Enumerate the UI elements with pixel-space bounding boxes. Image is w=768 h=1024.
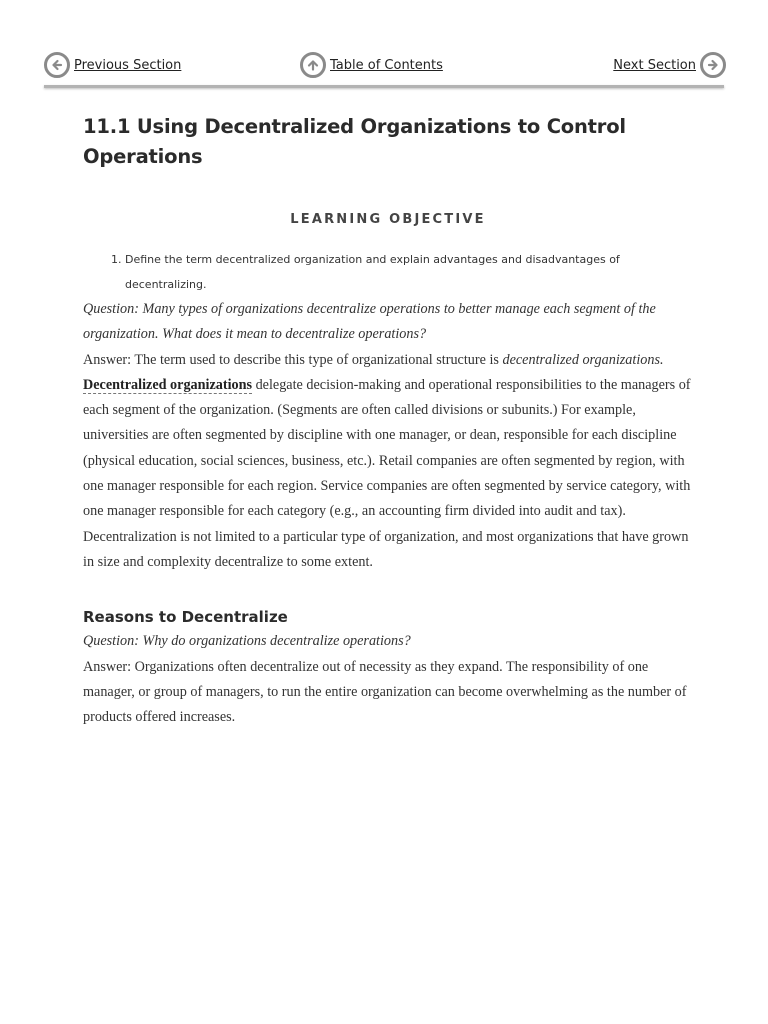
answer-body-text: delegate decision-making and operational responsibilities to the managers of each segment of the organization. (Segments are often called divisions or subunits.) For example, universities are often segmented by discipline with one manager, or dean, responsible for each discipline (physical education, social sciences, business, etc.). Retail companies are often segmented by region, with one manager responsible for each region. Service companies are often segmented by service category, with one manager responsible for each category (e.g., an accounting firm divided into audit and tax). Decentralization is not limited to a particular type of organization, and most organizations that have grown in size and complexity decentralize to some extent. <box>83 376 691 570</box>
objectives-list <box>83 247 693 297</box>
next-section-link[interactable] <box>613 48 726 82</box>
objective-item: 1. Define the term decentralized organization and explain advantages and disadvantages of decentralizing. <box>125 247 693 297</box>
question-paragraph: Question: Many types of organizations decentralize operations to better manage each segment of the organization. What does it mean to decentralize operations? <box>83 301 656 343</box>
arrow-up-circle-icon <box>300 52 326 78</box>
answer-paragraph: Answer: Organizations often decentralize out of necessity as they expand. The responsibility of one manager, or group of managers, to run the entire organization can become overwhelming as the number of products offered increases. <box>83 658 687 726</box>
section-heading: Reasons to Decentralize <box>83 608 288 627</box>
answer-paragraph <box>83 348 693 576</box>
answer-italic-term: decentralized organizations. <box>502 351 664 368</box>
glossary-term-link[interactable]: Decentralized organizations <box>83 376 253 393</box>
previous-section-label: Previous Section <box>74 57 182 73</box>
page-title: 11.1 Using Decentralized Organizations to Control Operations <box>83 115 626 168</box>
arrow-right-circle-icon <box>700 52 726 78</box>
learning-objective-heading: LEARNING OBJECTIVE <box>290 212 486 227</box>
arrow-left-circle-icon <box>44 52 70 78</box>
table-of-contents-link[interactable] <box>300 48 443 82</box>
nav-divider <box>44 85 724 88</box>
section-content <box>83 112 693 730</box>
section-navigation <box>44 48 726 82</box>
previous-section-link[interactable] <box>44 48 181 82</box>
answer-lead-text: Answer: The term used to describe this type of organizational structure is <box>83 351 503 368</box>
next-section-label: Next Section <box>613 57 696 73</box>
table-of-contents-label: Table of Contents <box>330 57 443 73</box>
question-paragraph: Question: Why do organizations decentralize operations? <box>83 633 411 650</box>
